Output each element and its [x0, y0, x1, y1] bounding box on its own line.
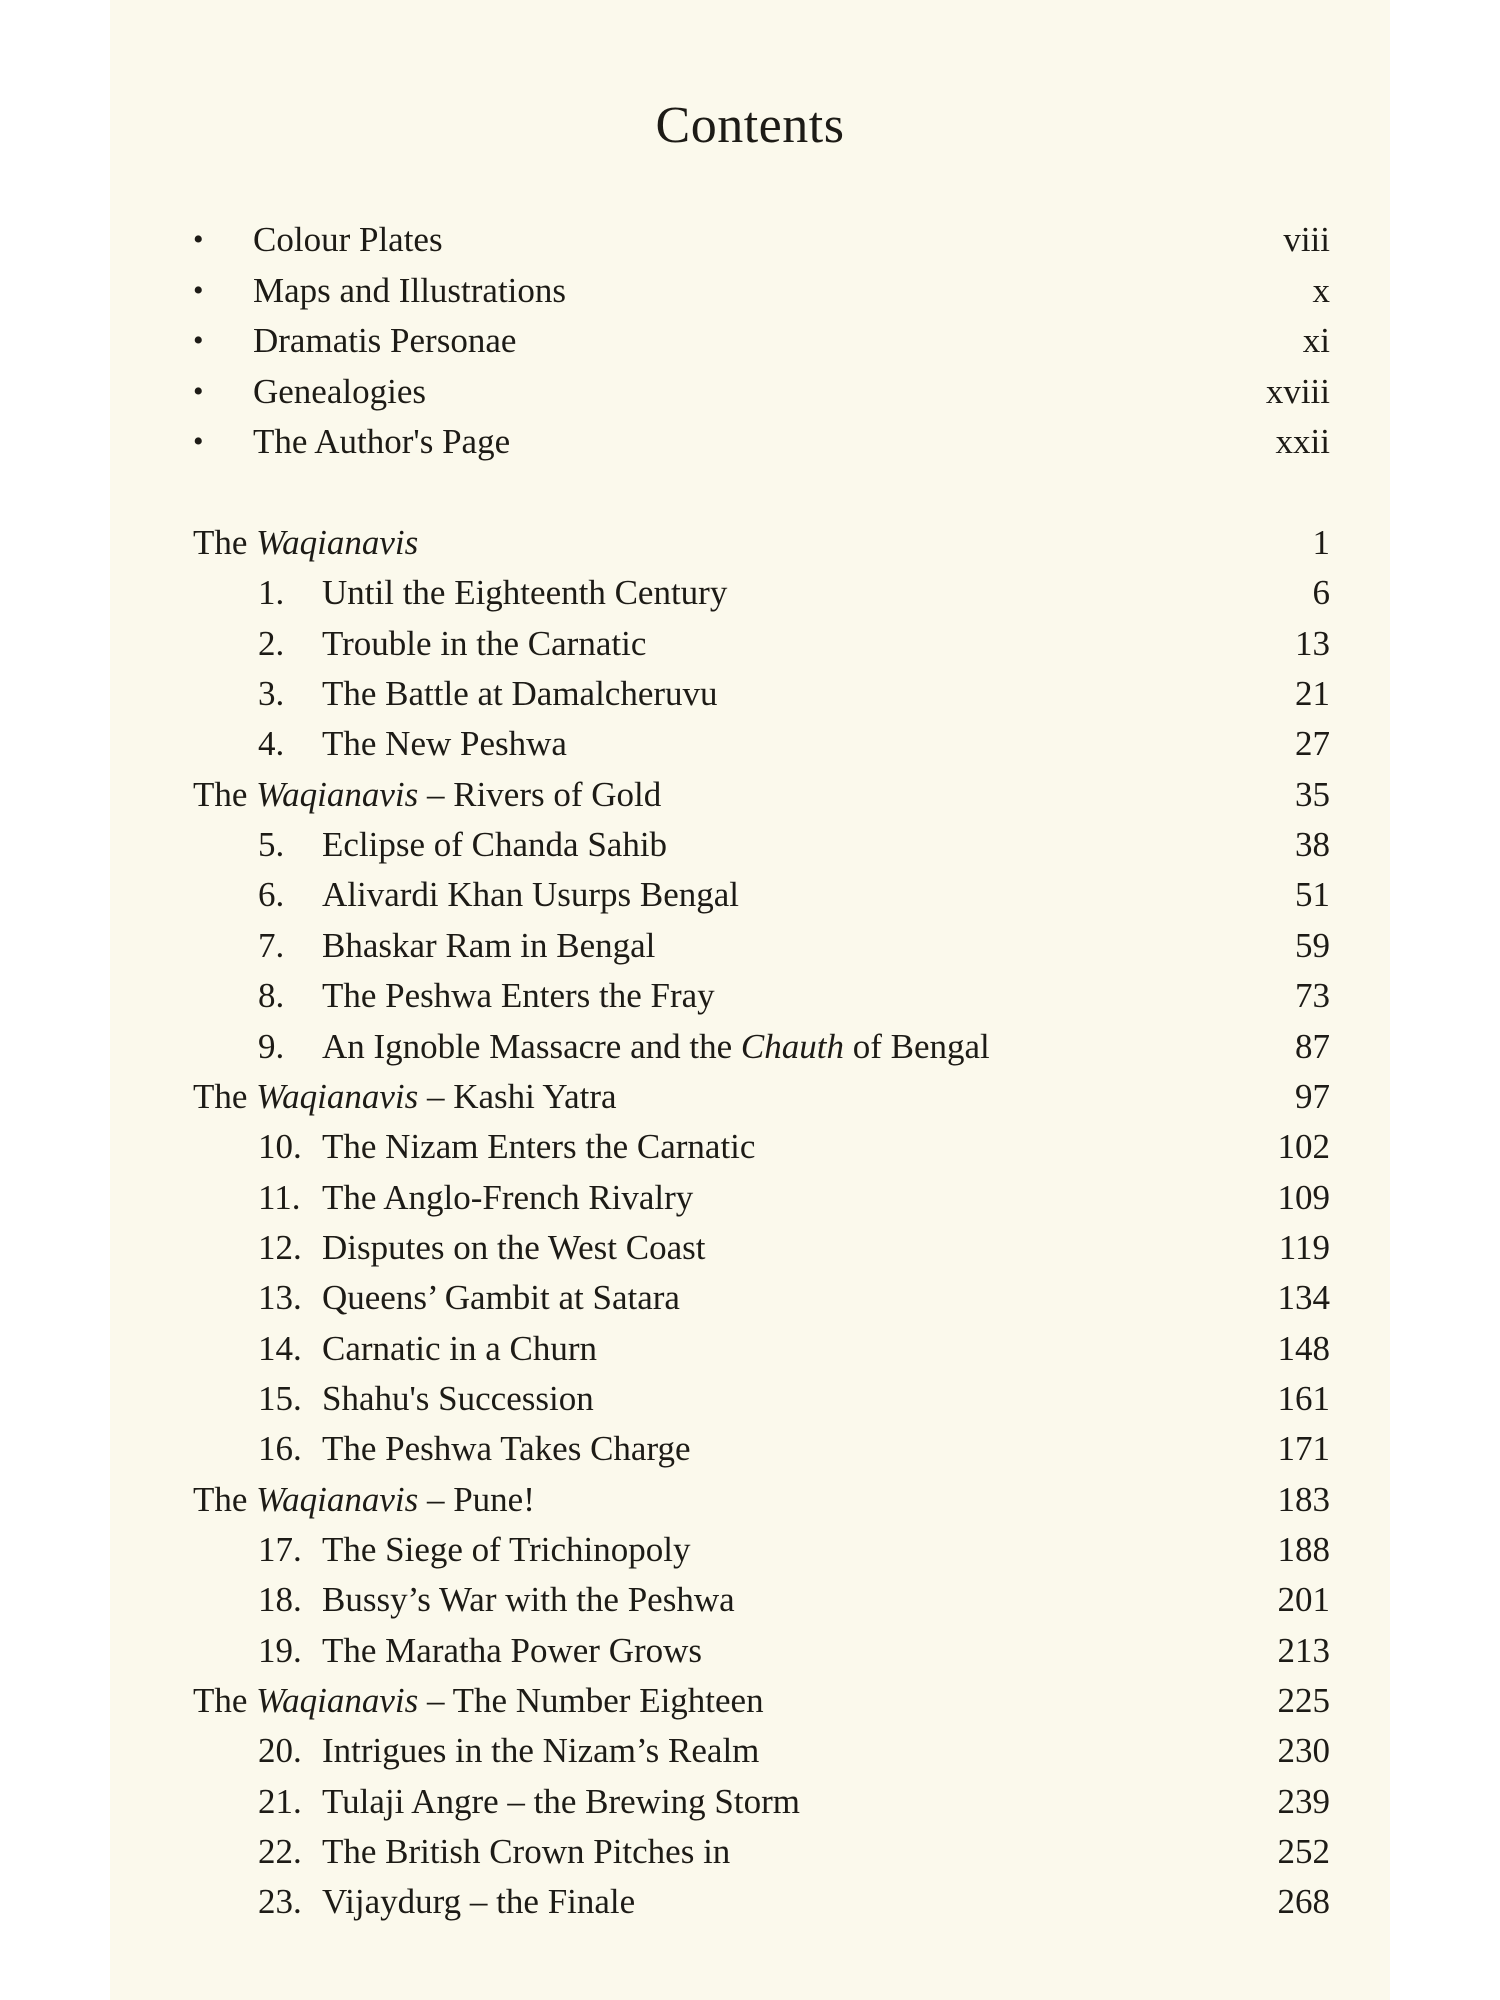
- page-number: 1: [1312, 523, 1330, 562]
- chapter-title: The British Crown Pitches in: [322, 1832, 731, 1872]
- section-suffix: – Pune!: [418, 1479, 535, 1519]
- chapter-title: Carnatic in a Churn: [322, 1328, 598, 1368]
- chapter-title: The Anglo-French Rivalry: [322, 1177, 694, 1217]
- chapter-number: 16.: [258, 1429, 302, 1469]
- page-number: 38: [1295, 825, 1330, 865]
- chapter-number: 4.: [258, 724, 285, 764]
- page-number: 109: [1277, 1177, 1330, 1217]
- page-number: xviii: [1265, 371, 1330, 411]
- page-number: 102: [1277, 1127, 1330, 1167]
- page-number: 225: [1277, 1681, 1330, 1721]
- page-number: 134: [1277, 1278, 1330, 1318]
- page-number: 21: [1295, 674, 1330, 714]
- section-suffix: – Kashi Yatra: [418, 1076, 617, 1116]
- chapter-title: Intrigues in the Nizam’s Realm: [322, 1731, 760, 1771]
- chapter-title: Alivardi Khan Usurps Bengal: [322, 875, 740, 915]
- page-number: 51: [1295, 875, 1330, 915]
- chapter-title: Until the Eighteenth Century: [322, 573, 728, 613]
- page-number: 268: [1277, 1882, 1330, 1922]
- section-italic: Waqianavis: [256, 774, 419, 814]
- page-number: 252: [1277, 1832, 1330, 1872]
- bullet-icon: •: [193, 223, 204, 256]
- page-number: 213: [1277, 1630, 1330, 1670]
- section-title: [193, 518, 418, 568]
- page-number: 230: [1277, 1731, 1330, 1771]
- section-title: [193, 1676, 764, 1726]
- page-number: 201: [1277, 1580, 1330, 1620]
- chapter-number: 18.: [258, 1580, 302, 1620]
- section-prefix: The: [193, 1479, 257, 1519]
- section-title: [193, 1475, 535, 1525]
- page-number: 6: [1312, 573, 1330, 613]
- page-number: 13: [1295, 623, 1330, 663]
- chapter-number: 21.: [258, 1781, 302, 1821]
- chapter-title: Trouble in the Carnatic: [322, 623, 647, 663]
- page-number: viii: [1283, 220, 1330, 259]
- page-number: 35: [1295, 774, 1330, 814]
- bullet-icon: •: [193, 425, 204, 458]
- section-prefix: The: [193, 774, 257, 814]
- page-number: 59: [1295, 925, 1330, 965]
- page-number: 97: [1295, 1076, 1330, 1116]
- page-number: 73: [1295, 976, 1330, 1016]
- chapter-number: 9.: [258, 1026, 285, 1066]
- chapter-number: 20.: [258, 1731, 302, 1771]
- section-italic: Waqianavis: [256, 523, 419, 562]
- section-prefix: The: [193, 1076, 257, 1116]
- chapter-title: Eclipse of Chanda Sahib: [322, 825, 668, 865]
- page-title: Contents: [655, 97, 845, 154]
- chapter-number: 3.: [258, 674, 285, 714]
- chapter-number: 15.: [258, 1378, 302, 1418]
- chapter-number: 19.: [258, 1630, 302, 1670]
- chapter-title-part: An Ignoble Massacre and the: [322, 1026, 741, 1066]
- chapter-number: 23.: [258, 1882, 302, 1922]
- section-italic: Waqianavis: [256, 1681, 419, 1721]
- section-italic: Waqianavis: [256, 1479, 419, 1519]
- front-matter-label: Colour Plates: [253, 220, 443, 259]
- bullet-icon: •: [193, 374, 204, 408]
- chapter-number: 13.: [258, 1278, 302, 1318]
- chapter-title: The Nizam Enters the Carnatic: [322, 1127, 756, 1167]
- front-matter-label: Maps and Illustrations: [253, 270, 567, 310]
- page-number: 239: [1277, 1781, 1330, 1821]
- page-number: 171: [1277, 1429, 1330, 1469]
- front-matter-label: The Author's Page: [253, 422, 511, 461]
- chapter-number: 14.: [258, 1328, 302, 1368]
- chapter-title: Tulaji Angre – the Brewing Storm: [322, 1781, 801, 1821]
- chapter-title: The Peshwa Takes Charge: [322, 1429, 691, 1469]
- page-number: 27: [1295, 724, 1330, 764]
- page-number: 87: [1295, 1026, 1330, 1066]
- chapter-title: The Siege of Trichinopoly: [322, 1530, 691, 1569]
- chapter-title: The New Peshwa: [322, 724, 567, 764]
- chapter-number: 1.: [258, 573, 285, 613]
- section-italic: Waqianavis: [256, 1076, 419, 1116]
- page-number: 148: [1277, 1328, 1330, 1368]
- chapter-number: 7.: [258, 925, 285, 965]
- section-prefix: The: [193, 523, 257, 562]
- chapter-title-part: of Bengal: [843, 1026, 990, 1066]
- chapter-title: [322, 1022, 990, 1072]
- chapter-number: 8.: [258, 976, 285, 1016]
- chapter-number: 10.: [258, 1127, 302, 1167]
- bullet-icon: •: [193, 273, 204, 307]
- page-number: 188: [1277, 1530, 1330, 1569]
- chapter-title: Queens’ Gambit at Satara: [322, 1278, 680, 1318]
- section-suffix: – The Number Eighteen: [418, 1681, 764, 1721]
- section-suffix: – Rivers of Gold: [418, 774, 662, 814]
- chapter-title: Disputes on the West Coast: [322, 1227, 706, 1267]
- section-title: [193, 1072, 617, 1122]
- front-matter-label: Dramatis Personae: [253, 321, 517, 360]
- page-number: 161: [1277, 1378, 1330, 1418]
- chapter-title: Vijaydurg – the Finale: [322, 1882, 636, 1922]
- chapter-number: 11.: [258, 1177, 301, 1217]
- front-matter-label: Genealogies: [253, 371, 426, 411]
- chapter-title-italic: Chauth: [740, 1026, 844, 1066]
- chapter-title: The Maratha Power Grows: [322, 1630, 703, 1670]
- chapter-title: Shahu's Succession: [322, 1378, 594, 1418]
- page-number: x: [1312, 270, 1330, 310]
- chapter-title: Bhaskar Ram in Bengal: [322, 925, 656, 965]
- chapter-title: The Battle at Damalcheruvu: [322, 674, 718, 714]
- chapter-number: 5.: [258, 825, 285, 865]
- page-number: 183: [1277, 1479, 1330, 1519]
- chapter-number: 17.: [258, 1530, 302, 1569]
- chapter-title: Bussy’s War with the Peshwa: [322, 1580, 735, 1620]
- chapter-number: 12.: [258, 1227, 302, 1267]
- page-number: xxii: [1275, 422, 1330, 461]
- chapter-number: 6.: [258, 875, 285, 915]
- chapter-number: 22.: [258, 1832, 302, 1872]
- section-prefix: The: [193, 1681, 257, 1721]
- section-title: [193, 770, 661, 820]
- page-number: 119: [1278, 1227, 1330, 1267]
- page-number: xi: [1302, 321, 1330, 360]
- chapter-number: 2.: [258, 623, 285, 663]
- chapter-title: The Peshwa Enters the Fray: [322, 976, 715, 1016]
- bullet-icon: •: [193, 324, 204, 357]
